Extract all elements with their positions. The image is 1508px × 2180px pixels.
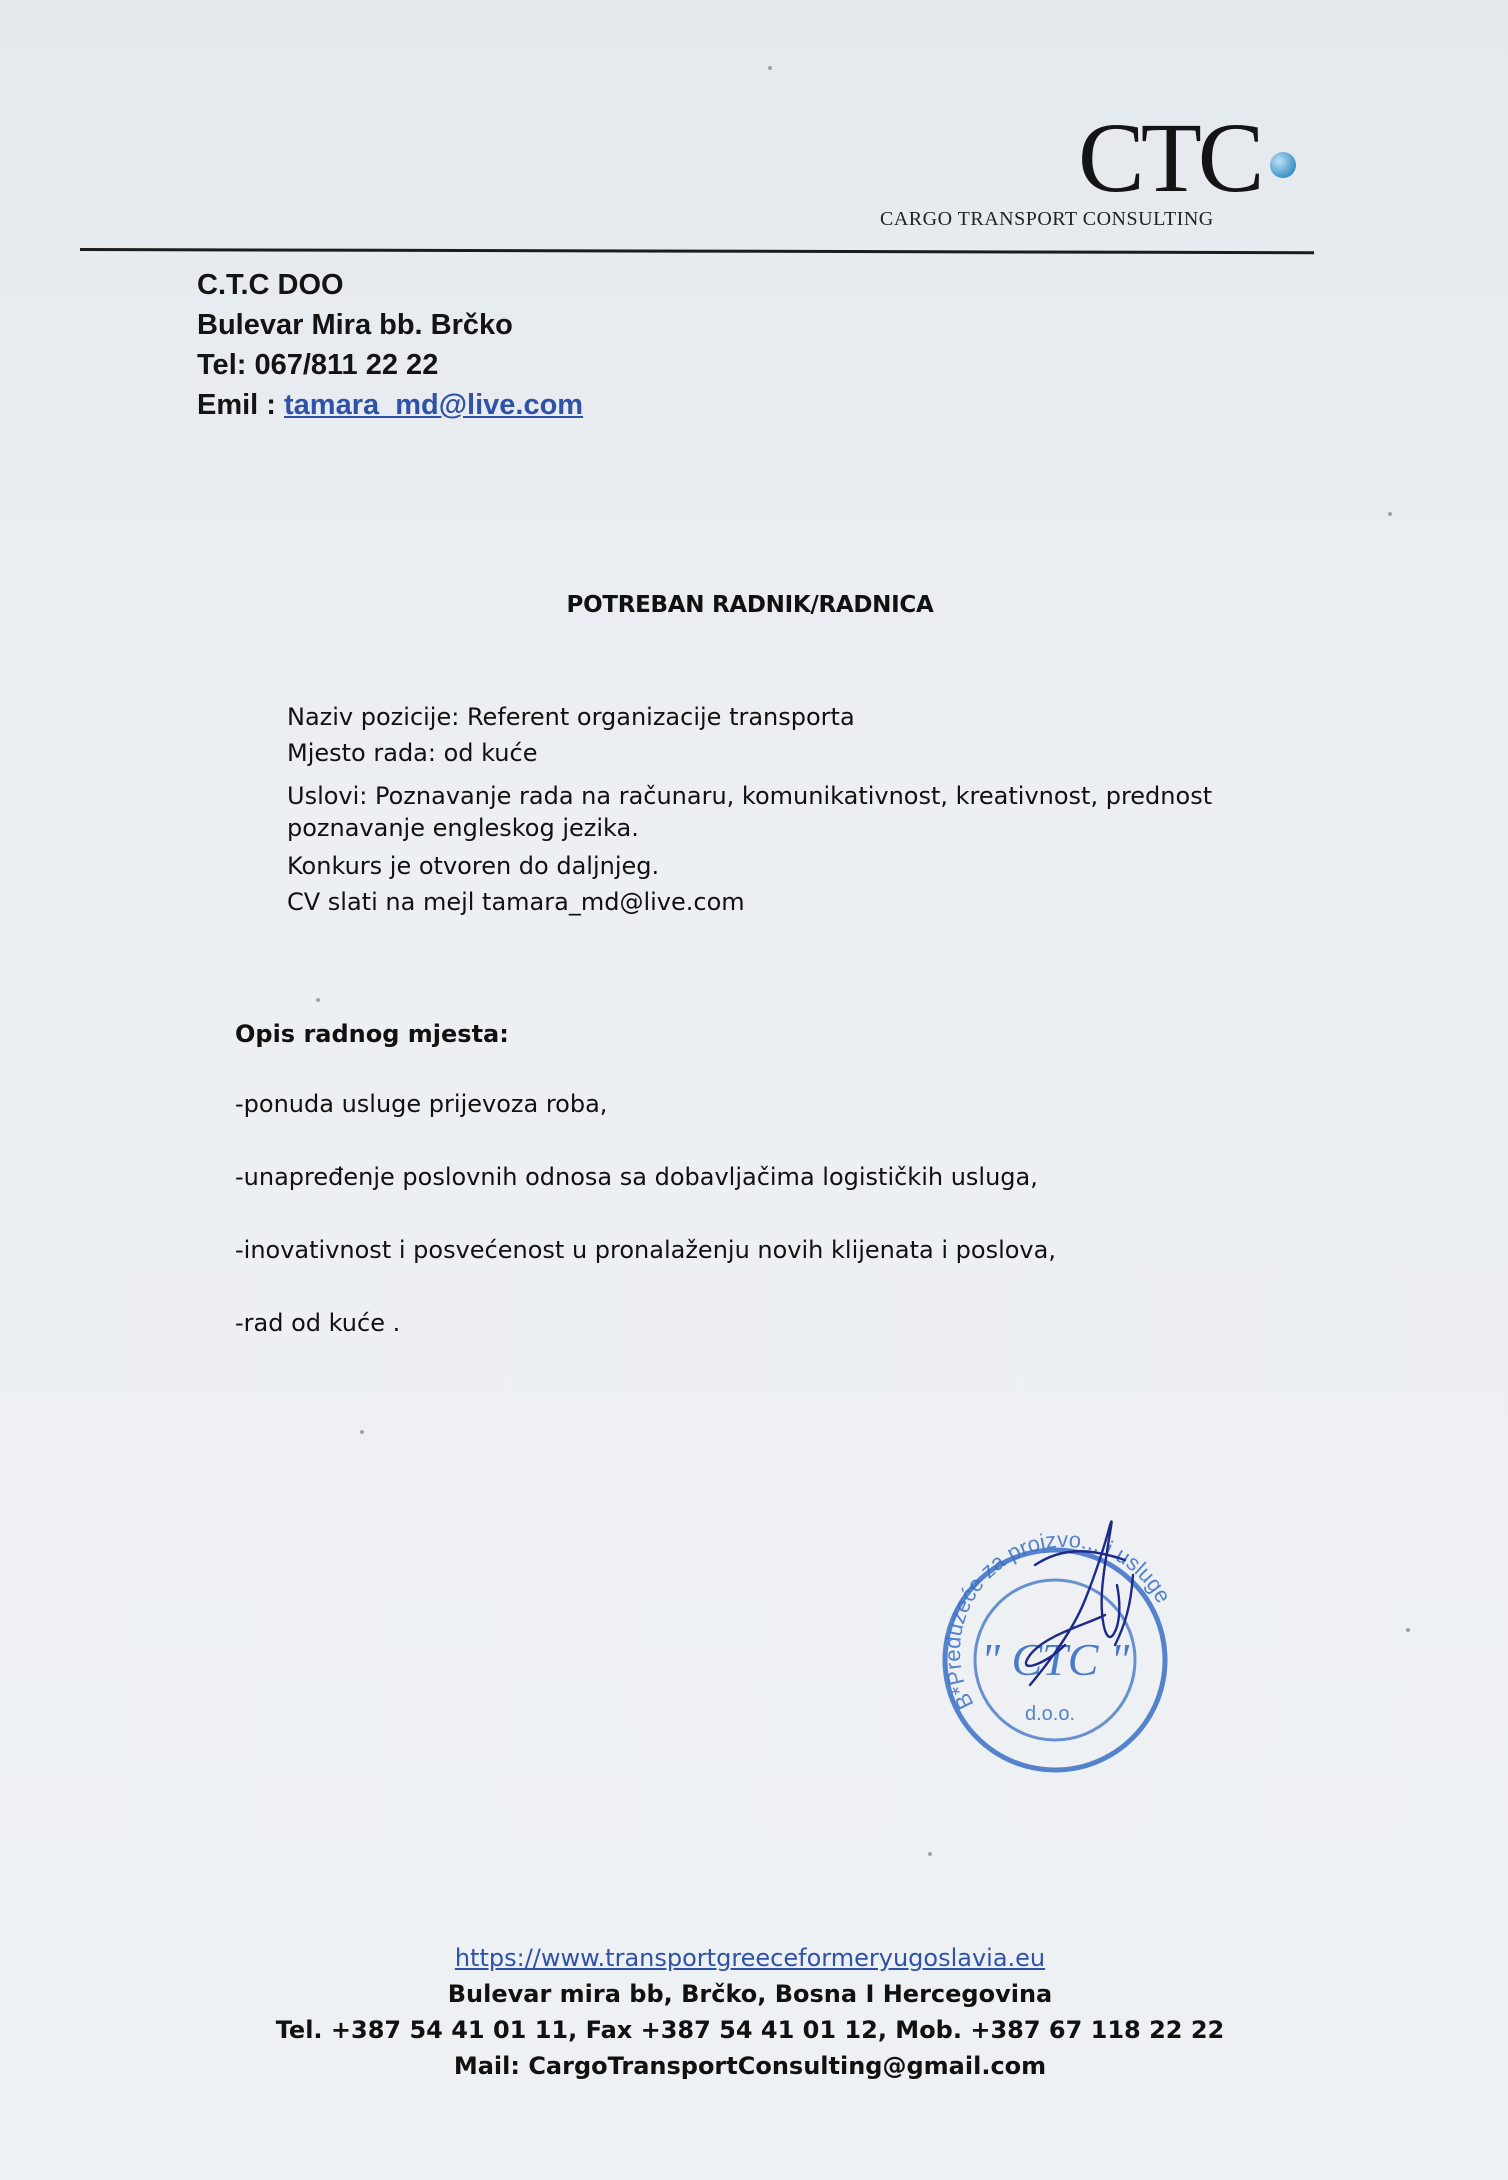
footer-mail: Mail: CargoTransportConsulting@gmail.com [453, 2052, 1047, 2080]
footer-phones: Tel. +387 54 41 01 11, Fax +387 54 41 01 12, Mob. +387 67 118 22 22 [275, 2016, 1225, 2044]
scan-speck [316, 998, 320, 1002]
scan-speck [360, 1430, 364, 1434]
list-item: -rad od kuće . [235, 1309, 401, 1337]
stamp-center-text: " CTC " [980, 1634, 1130, 1685]
stamp-bottom-text: d.o.o. [1024, 1703, 1076, 1725]
scan-speck [1388, 512, 1392, 516]
conditions-line-1: Uslovi: Poznavanje rada na računaru, komunikativnost, kreativnost, prednost [287, 782, 1213, 810]
job-description-title: Opis radnog mjesta: [235, 1020, 509, 1048]
list-item: -unapređenje poslovnih odnosa sa dobavljačima logističkih usluga, [235, 1163, 1038, 1191]
position-details [287, 698, 1247, 918]
scan-speck [1406, 1628, 1410, 1632]
logo-dot-icon [1270, 152, 1296, 178]
document-title: POTREBAN RADNIK/RADNICA [566, 592, 934, 618]
work-location: Mjesto rada: od kuće [287, 739, 538, 767]
company-email-link[interactable]: tamara_md@live.com [284, 389, 584, 421]
list-item: -ponuda usluge prijevoza roba, [235, 1090, 608, 1118]
logo-text: CTC [1078, 102, 1261, 213]
conditions-line-2: poznavanje engleskog jezika. [287, 814, 639, 842]
footer-website-line [0, 1940, 1500, 1976]
position-name: Naziv pozicije: Referent organizacije transporta [287, 703, 855, 731]
company-email-label: Emil : [197, 389, 285, 421]
company-email-line [197, 385, 583, 425]
company-name: C.T.C DOO [197, 269, 344, 301]
job-description-list [235, 1090, 1235, 1382]
footer-address: Bulevar mira bb, Brčko, Bosna I Hercegovina [447, 1980, 1053, 2008]
cv-instructions: CV slati na mejl tamara_md@live.com [287, 888, 745, 916]
logo-subtitle: CARGO TRANSPORT CONSULTING [880, 208, 1214, 230]
company-phone: Tel: 067/811 22 22 [197, 349, 439, 381]
stamp-seal-icon [935, 1505, 1175, 1775]
company-address-block [197, 265, 583, 425]
company-stamp [935, 1505, 1175, 1775]
scan-speck [768, 66, 772, 70]
footer-website-link[interactable]: https://www.transportgreeceformeryugoslavia.eu [454, 1944, 1046, 1972]
list-item: -inovativnost i posvećenost u pronalaženju novih klijenata i poslova, [235, 1236, 1056, 1264]
page-footer [0, 1940, 1500, 2084]
stamp-ring-text: B*Preduzeće za proizvo... i usluge [939, 1526, 1175, 1714]
scan-speck [928, 1852, 932, 1856]
open-until: Konkurs je otvoren do daljnjeg. [287, 852, 660, 880]
ctc-logo [1078, 102, 1318, 213]
header-divider [80, 248, 1314, 254]
company-address: Bulevar Mira bb. Brčko [197, 309, 513, 341]
